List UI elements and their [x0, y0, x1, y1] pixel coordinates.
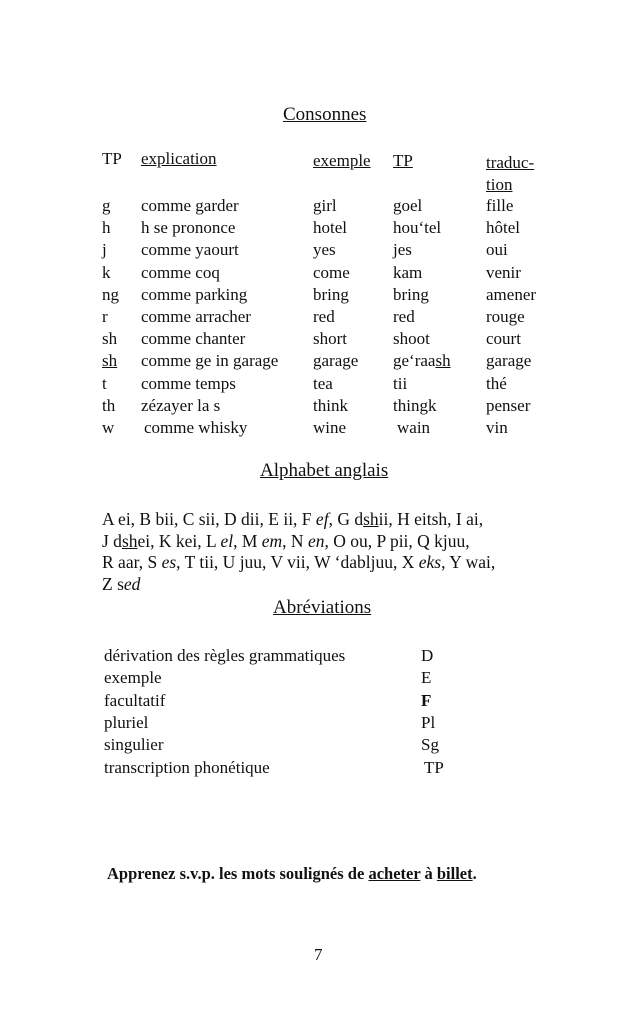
abreviation-label: pluriel	[104, 712, 149, 732]
consonne-explication: comme coq	[141, 262, 220, 282]
abreviation-label: singulier	[104, 735, 164, 755]
consonne-tp2: kam	[393, 262, 423, 282]
consonne-exemple: hotel	[313, 218, 347, 238]
consonne-tp2: goel	[393, 196, 423, 215]
consonne-tp: t	[102, 373, 107, 393]
consonne-tp2: hou‘tel	[393, 218, 442, 238]
abreviation-label: dérivation des règles grammatiques	[104, 646, 346, 665]
consonne-tp2: tii	[393, 373, 408, 393]
consonne-tp: ng	[102, 284, 119, 304]
consonne-traduction: oui	[486, 240, 508, 260]
section-title-consonnes: Consonnes	[283, 104, 367, 125]
consonne-exemple: yes	[313, 240, 336, 260]
abreviation-label: exemple	[104, 668, 162, 688]
abreviation-code: F	[421, 690, 432, 710]
abreviation-code: TP	[424, 757, 444, 777]
header-tp: TP	[102, 149, 122, 168]
header-traduction-2: tion	[486, 175, 513, 194]
alphabet-line-1: A ei, B bii, C sii, D dii, E ii, F ef, G dshii, H eitsh, I ai,	[102, 509, 484, 529]
consonne-explication: comme parking	[141, 284, 248, 304]
consonne-explication: comme chanter	[141, 329, 246, 349]
consonne-tp: th	[102, 395, 116, 415]
consonne-tp: h	[102, 218, 111, 238]
consonne-tp: sh	[102, 351, 118, 371]
consonne-exemple: bring	[313, 284, 349, 304]
consonne-traduction: rouge	[486, 307, 525, 326]
consonne-traduction: hôtel	[486, 218, 520, 238]
consonne-tp2: shoot	[393, 329, 430, 349]
consonne-tp2: bring	[393, 284, 429, 304]
consonne-tp: w	[102, 418, 115, 437]
alphabet-line-4: Z sed	[102, 574, 141, 594]
consonne-tp: j	[102, 240, 107, 260]
consonne-exemple: girl	[313, 196, 337, 215]
consonne-tp2: wain	[397, 418, 431, 437]
consonne-traduction: amener	[486, 284, 537, 304]
consonne-explication: comme temps	[141, 373, 236, 393]
abreviation-label: facultatif	[104, 690, 166, 710]
study-note: Apprenez s.v.p. les mots soulignés de acheter à billet.	[107, 864, 477, 883]
alphabet-line-2: J dshei, K kei, L el, M em, N en, O ou, P pii, Q kjuu,	[102, 531, 470, 551]
consonne-explication: comme whisky	[144, 418, 248, 437]
consonne-traduction: penser	[486, 395, 531, 415]
consonne-explication: zézayer la s	[141, 395, 221, 415]
consonne-exemple: short	[313, 329, 347, 349]
abreviation-code: Pl	[421, 712, 436, 732]
consonne-traduction: venir	[486, 262, 521, 282]
consonne-traduction: vin	[486, 418, 508, 437]
consonne-exemple: come	[313, 262, 350, 282]
abreviation-label: transcription phonétique	[104, 757, 270, 777]
header-explication: explication	[141, 149, 217, 168]
alphabet-line-3: R aar, S es, T tii, U juu, V vii, W ‘dabljuu, X eks, Y wai,	[102, 552, 496, 572]
consonne-explication: comme ge in garage	[141, 351, 279, 371]
consonne-explication: comme arracher	[141, 307, 251, 326]
header-tp-2: TP	[393, 151, 413, 170]
consonne-tp: r	[102, 307, 108, 326]
consonne-exemple: red	[313, 307, 335, 326]
consonne-traduction: fille	[486, 196, 514, 215]
consonne-exemple: garage	[313, 351, 359, 371]
page-number: 7	[314, 945, 323, 964]
consonne-tp2: red	[393, 307, 415, 326]
consonne-tp: k	[102, 262, 111, 282]
abreviation-code: Sg	[421, 735, 439, 755]
consonne-exemple: wine	[313, 418, 347, 437]
consonne-exemple: think	[313, 395, 348, 415]
consonne-tp: g	[102, 196, 111, 215]
section-title-abreviations: Abréviations	[273, 597, 372, 618]
consonne-traduction: thé	[486, 373, 507, 393]
consonne-explication: comme garder	[141, 196, 239, 215]
consonne-tp: sh	[102, 329, 118, 349]
consonne-tp2: thingk	[393, 395, 437, 415]
section-title-alphabet: Alphabet anglais	[260, 460, 389, 481]
abreviation-code: E	[421, 668, 432, 688]
consonne-traduction: court	[486, 329, 521, 349]
header-exemple: exemple	[313, 151, 371, 170]
consonne-exemple: tea	[313, 373, 333, 393]
consonne-tp2: jes	[393, 240, 412, 260]
abreviation-code: D	[421, 646, 434, 665]
consonne-explication: comme yaourt	[141, 240, 239, 260]
consonne-traduction: garage	[486, 351, 532, 371]
consonne-tp2: ge‘raash	[393, 351, 451, 371]
header-traduction-1: traduc-	[486, 153, 535, 172]
consonne-explication: h se prononce	[141, 218, 236, 238]
